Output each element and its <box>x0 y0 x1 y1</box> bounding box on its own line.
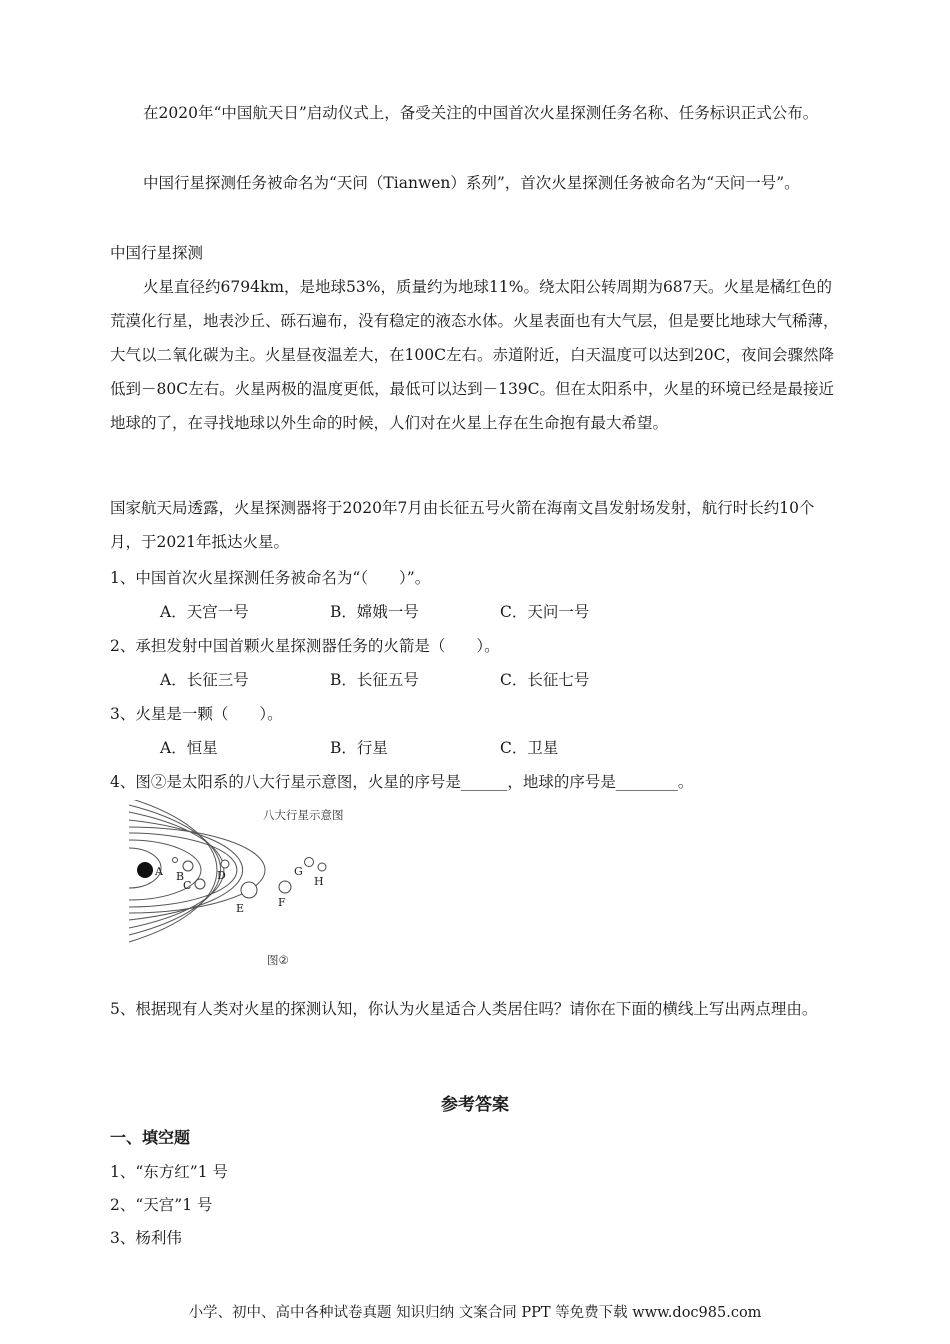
planet-label-a: A <box>155 865 163 878</box>
question-2-option-a: A．长征三号 <box>160 671 249 689</box>
planet-label-h: H <box>314 875 324 888</box>
question-4: 4、图②是太阳系的八大行星示意图，火星的序号是______，地球的序号是________。 <box>110 773 694 791</box>
question-3-option-a: A．恒星 <box>160 739 218 757</box>
planet-e-marker <box>241 882 257 898</box>
answers-section-title: 一、填空题 <box>110 1128 191 1147</box>
planet-labels <box>154 865 324 915</box>
planet-label-f: F <box>278 896 286 909</box>
sun-icon <box>137 862 153 878</box>
planet-a-marker <box>173 858 178 863</box>
planet-b-marker <box>183 861 193 871</box>
planet-g-marker <box>305 858 314 867</box>
answers-title: 参考答案 <box>441 1095 509 1115</box>
answer-item-1: 1、“东方红”1 号 <box>110 1163 228 1181</box>
planet-label-g: G <box>294 865 303 878</box>
passage-paragraph-4: 国家航天局透露，火星探测器将于2020年7月由长征五号火箭在海南文昌发射场发射，航行时长约10个月，于2021年抵达火星。 <box>110 499 815 551</box>
question-3: 3、火星是一颗（ ）。 <box>110 705 283 723</box>
planet-label-d: D <box>217 869 226 882</box>
planet-label-c: C <box>183 879 192 892</box>
solar-system-diagram <box>125 800 375 975</box>
question-1-option-c: C．天问一号 <box>500 603 590 621</box>
passage-subtitle: 中国行星探测 <box>110 244 204 262</box>
planet-c-marker <box>195 879 205 889</box>
question-1-option-a: A．天宫一号 <box>160 603 249 621</box>
passage-paragraph-1: 在2020年“中国航天日”启动仪式上，备受关注的中国首次火星探测任务名称、任务标识正式公布。 <box>143 104 819 122</box>
question-1: 1、中国首次火星探测任务被命名为“（ ）”。 <box>110 569 431 587</box>
answer-item-2: 2、“天宫”1 号 <box>110 1196 213 1214</box>
passage-paragraph-2: 中国行星探测任务被命名为“天问（Tianwen）系列”，首次火星探测任务被命名为“天问一号”。 <box>143 174 800 192</box>
question-3-option-b: B．行星 <box>330 739 388 757</box>
planet-label-e: E <box>236 902 245 915</box>
planet-d-marker <box>221 860 229 868</box>
question-3-option-c: C．卫星 <box>500 739 559 757</box>
page-footer: 小学、初中、高中各种试卷真题 知识归纳 文案合同 PPT 等免费下载 www.doc985.com <box>188 1305 762 1321</box>
planet-h-marker <box>318 863 326 871</box>
planet-markers <box>173 858 327 899</box>
planet-f-marker <box>279 881 291 893</box>
diagram-caption: 图② <box>267 953 289 967</box>
question-2: 2、承担发射中国首颗火星探测器任务的火箭是（ ）。 <box>110 637 500 655</box>
answer-item-3: 3、杨利伟 <box>110 1229 182 1247</box>
question-2-option-c: C．长征七号 <box>500 671 590 689</box>
question-2-option-b: B．长征五号 <box>330 671 419 689</box>
planet-label-b: B <box>176 870 185 883</box>
question-1-option-b: B．嫦娥一号 <box>330 603 419 621</box>
passage-paragraph-3: 火星直径约6794km，是地球53%，质量约为地球11%。绕太阳公转周期为687天。火星是橘红色的荒漠化行星，地表沙丘、砾石遍布，没有稳定的液态水体。火星表面也有大气层，但是要比地球大气稀薄，大气以二氧化碳为主。火星昼夜温差大，在100C左右。赤道附近，白天温度可以达到20C，夜间会骤然降低到－80C左右。火星两极的温度更低，最低可以达到－139C。但在太阳系中，火星的环境已经是最接近地球的了，在寻找地球以外生命的时候，人们对在火星上存在生命抱有最大希望。 <box>110 278 839 432</box>
question-5: 5、根据现有人类对火星的探测认知，你认为火星适合人类居住吗？请你在下面的横线上写出两点理由。 <box>110 1000 818 1018</box>
diagram-title: 八大行星示意图 <box>263 808 344 822</box>
